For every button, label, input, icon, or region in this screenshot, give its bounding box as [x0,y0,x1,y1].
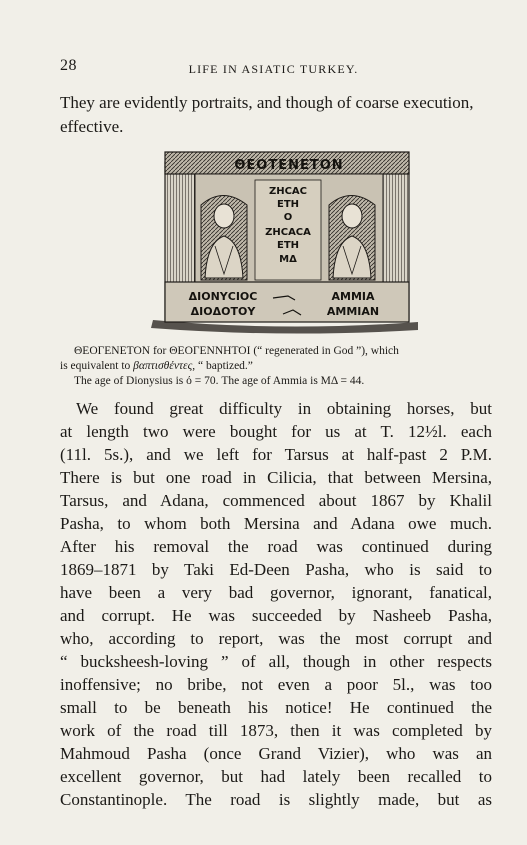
caption-text: for [150,345,170,357]
text-line: inoffensive; no bribe, not even a poor 5l., was too [60,675,492,694]
text-line: at length two were bought for us at T. 12½l. each [60,422,492,441]
text-line: excellent governor, but had lately been recalled to [60,767,492,786]
inscription-bottom-right: ΑΜΜΙΑΝ [326,305,380,318]
tombstone-illustration [143,150,423,338]
caption-greek-term: βαπτισθέντες [133,360,193,372]
lead-paragraph: They are evidently portraits, and though of coarse execution, effective. [60,93,474,136]
inscription-line: ΜΔ [279,254,297,265]
tombstone-engraving [143,150,423,338]
inscription-top: ΘΕΟΤΕΝΕΤΟΝ [234,158,344,173]
text-line: Constantinople. The road is slightly made, but as [60,790,492,809]
inscription-line: ΖΗCΑC [268,186,308,197]
caption-line-3: The age of Dionysius is ό = 70. The age of Ammia is ΜΔ = 44. [74,375,365,387]
caption-line-2 [60,359,492,374]
text-line: small to be beneath his notice! He continued the [60,698,492,717]
running-head: LIFE IN ASIATIC TURKEY. [188,62,359,76]
text-line: We found great difficulty in obtaining horses, but [76,399,492,418]
caption-text: , “ baptized.” [192,360,253,372]
text-line: and corrupt. He was succeeded by Nasheeb Pasha, [60,606,492,625]
text-line: Mahmoud Pasha (once Grand Vizier), who was an [60,744,492,763]
caption-text: is equivalent to [60,360,134,372]
text-line: Pasha, to whom both Mersina and Adana owe much. [60,514,492,533]
page-number: 28 [60,57,77,74]
inscription-bottom-right: ΑΜΜΙΑ [331,290,375,303]
inscription-line: ΖΗCΑCΑ [265,227,311,238]
text-line: Tarsus, and Adana, commenced about 1867 by Khalil [60,491,492,510]
caption-greek-term: ΘΕΟΓΕΝΝΗΤΟΙ [169,345,251,357]
text-line: (11l. 5s.), and we left for Tarsus at half-past 2 P.M. [60,445,492,464]
text-line: have been a very bad governor, ignorant, fanatical, [60,583,492,602]
inscription-line: Ο [283,212,293,223]
text-line: work of the road till 1873, then it was completed by [60,721,492,740]
inscription-line: ΕΤΗ [276,199,300,210]
text-line: “ bucksheesh-loving ” of all, though in other respects [60,652,492,671]
inscription-bottom-left: ΔΙΟΝΥCΙΟC [188,290,258,303]
caption-line-1 [60,344,492,359]
text-line: 1869–1871 by Taki Ed-Deen Pasha, who is said to [60,560,492,579]
caption-greek-term: ΘΕΟΓΕΝΕΤΟΝ [74,345,151,357]
inscription-line: ΕΤΗ [276,240,300,251]
text-line: After his removal the road was continued during [60,537,492,556]
figure-caption [60,344,492,389]
inscription-bottom-left: ΔΙΟΔΟΤΟΥ [190,305,256,318]
text-line: who, according to report, was the most corrupt and [60,629,492,648]
text-line: There is but one road in Cilicia, that between Mersina, [60,468,492,487]
caption-text: (“ regenerated in God ”), which [250,345,399,357]
body-paragraph [60,397,492,811]
